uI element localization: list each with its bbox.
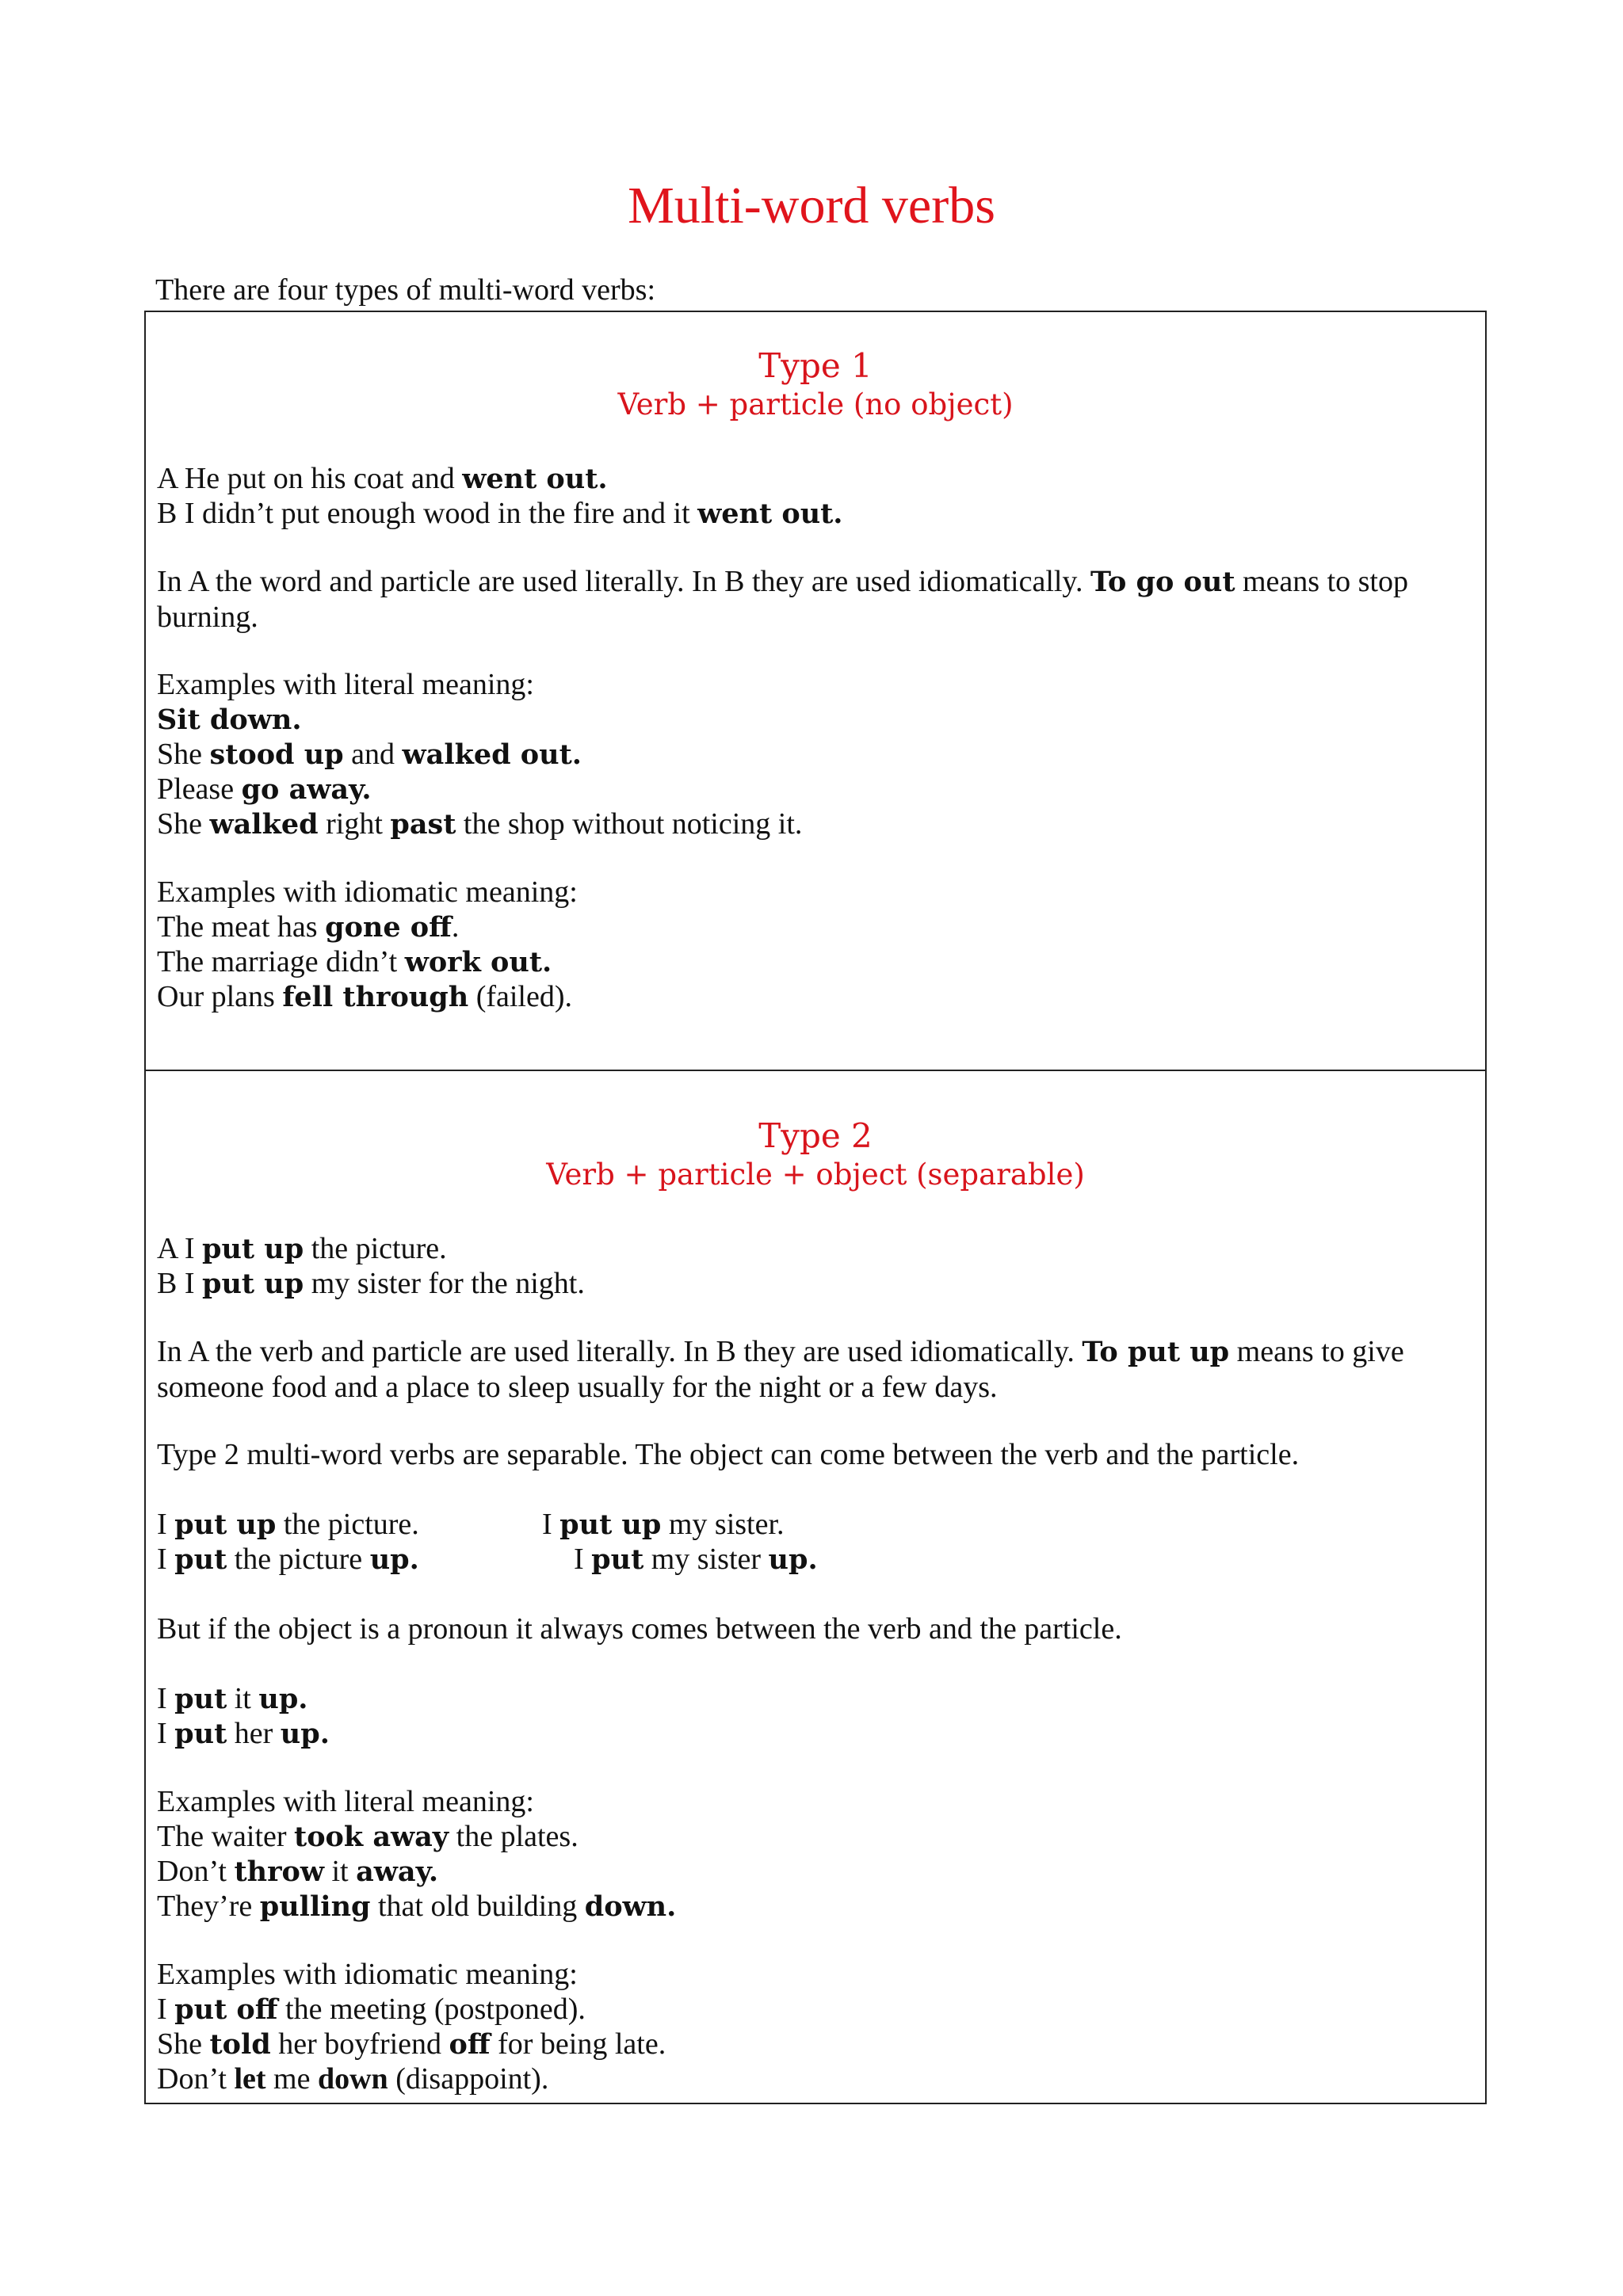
type2-order-example: I put the picture up. bbox=[157, 1543, 419, 1576]
type2-idiom-heading: Examples with idiomatic meaning: bbox=[157, 1958, 578, 1991]
type1-section bbox=[144, 311, 1487, 1071]
intro-text: There are four types of multi-word verbs: bbox=[155, 273, 656, 307]
type1-explanation: In A the word and particle are used literally. In B they are used idiomatically. To go out means to stop burning. bbox=[157, 565, 1408, 634]
type2-header bbox=[146, 1116, 1485, 1193]
type1-example-b: B I didn’t put enough wood in the fire and it went out. bbox=[157, 497, 843, 530]
type2-pronoun-example: I put her up. bbox=[157, 1717, 330, 1750]
type1-literal-example: She walked right past the shop without noticing it. bbox=[157, 807, 803, 841]
type2-order-example: I put up my sister. bbox=[542, 1508, 785, 1541]
type1-idiom-example: The marriage didn’t work out. bbox=[157, 945, 552, 978]
type1-idiom-example: Our plans fell through (failed). bbox=[157, 980, 572, 1013]
type1-idiom-heading: Examples with idiomatic meaning: bbox=[157, 875, 578, 909]
type2-explanation: In A the verb and particle are used literally. In B they are used idiomatically. To put up means to give someone food and a place to sleep usually for the night or a few days. bbox=[157, 1335, 1404, 1404]
type2-order-example: I put my sister up. bbox=[574, 1543, 818, 1576]
type1-subheading: Verb + particle (no object) bbox=[617, 387, 1014, 421]
type1-literal-example: Please go away. bbox=[157, 772, 372, 806]
type2-idiom-example: I put off the meeting (postponed). bbox=[157, 1993, 586, 2026]
type1-header bbox=[146, 345, 1485, 423]
type2-example-a: A I put up the picture. bbox=[157, 1232, 447, 1265]
type2-example-b: B I put up my sister for the night. bbox=[157, 1267, 585, 1300]
type2-literal-example: The waiter took away the plates. bbox=[157, 1820, 579, 1853]
type1-literal-example: She stood up and walked out. bbox=[157, 738, 582, 771]
type2-section bbox=[144, 1070, 1487, 2104]
type1-example-a: A He put on his coat and went out. bbox=[157, 462, 608, 495]
type2-subheading: Verb + particle + object (separable) bbox=[546, 1158, 1085, 1192]
type2-literal-example: Don’t throw it away. bbox=[157, 1855, 439, 1888]
type2-heading: Type 2 bbox=[758, 1116, 873, 1155]
type2-literal-example: They’re pulling that old building down. bbox=[157, 1890, 677, 1923]
type2-separable-text: Type 2 multi-word verbs are separable. The object can come between the verb and the particle. bbox=[157, 1438, 1300, 1471]
page-title: Multi-word verbs bbox=[628, 177, 995, 235]
type2-idiom-example: Don’t let me down (disappoint). bbox=[157, 2062, 549, 2096]
type2-order-example: I put up the picture. bbox=[157, 1508, 419, 1541]
type2-literal-heading: Examples with literal meaning: bbox=[157, 1785, 534, 1818]
type1-heading: Type 1 bbox=[758, 346, 873, 385]
type2-idiom-example: She told her boyfriend off for being late. bbox=[157, 2027, 666, 2061]
type2-pronoun-text: But if the object is a pronoun it always comes between the verb and the particle. bbox=[157, 1612, 1122, 1646]
type1-literal-heading: Examples with literal meaning: bbox=[157, 668, 534, 701]
type1-idiom-example: The meat has gone off. bbox=[157, 910, 460, 944]
type1-literal-example: Sit down. bbox=[157, 704, 302, 736]
type2-pronoun-example: I put it up. bbox=[157, 1682, 308, 1715]
